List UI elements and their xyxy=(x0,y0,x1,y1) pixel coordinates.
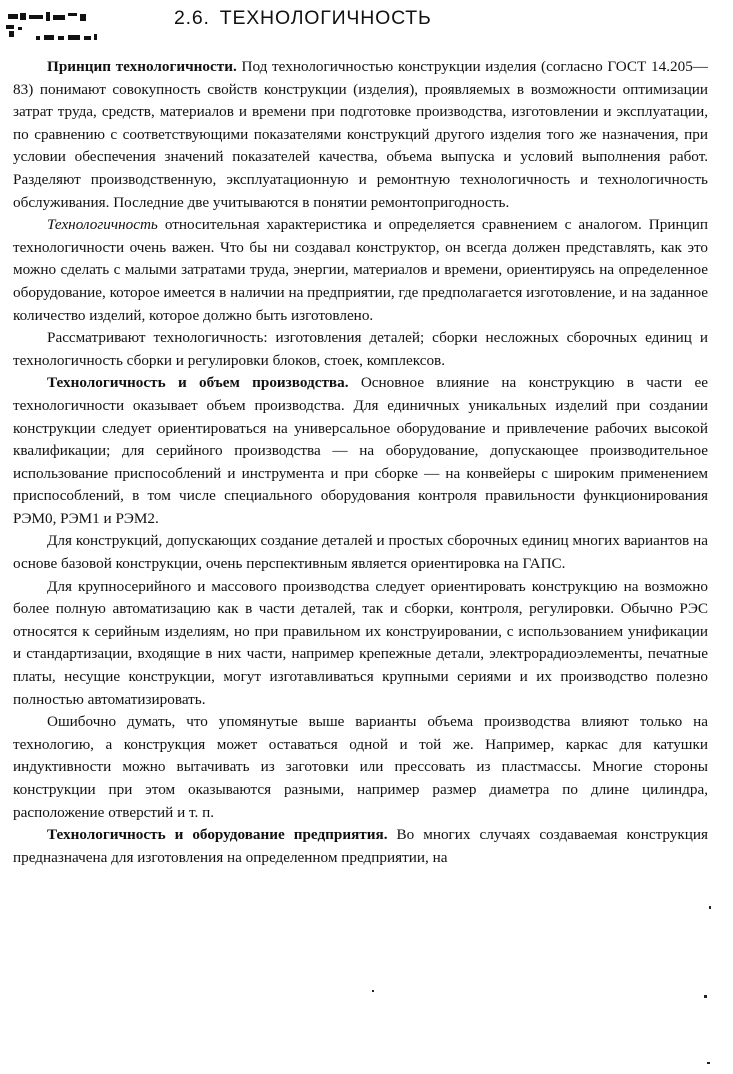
run-text: Во многих случаях создаваемая конструкция предназначена для изготовления на определенном предприятии, на xyxy=(13,826,709,866)
scan-speck xyxy=(709,906,711,909)
paragraph-mistake xyxy=(13,711,708,824)
body-text xyxy=(13,56,708,869)
scan-stamp-mark xyxy=(6,10,98,46)
run-text: Рассматривают технологичность: изготовления деталей; сборки несложных сборочных единиц и технологичность сборки и регулировки блоков, стоек, комплексов. xyxy=(13,329,708,369)
run-text: относительная характеристика и определяется сравнением с аналогом. Принцип технологичности очень важен. Что бы ни создавал конструктор, он всегда должен представлять, как это можно сделать с малыми затратами труда, энергии, материалов и времени, ориентируясь на определенное оборудование, которое имеется в наличии на предприятии, где предполагается изготовление, и на заданное количество изделий, которое должно быть изготовлено. xyxy=(13,216,708,324)
paragraph-gaps xyxy=(13,530,708,575)
run-text: Для крупносерийного и массового производства следует ориентировать конструкцию на возможно более полную автоматизацию как в части деталей, так и сборки, контроля, регулировки. Обычно РЭС относятся к серийным изделиям, но при правильном их конструировании, с использованием унификации и стандартизации, входящие в них части, например крепежные детали, электрорадиоэлементы, печатные платы, несущие конструкции, могут изготавливаться крупными сериями и их производство полезно полностью автоматизировать. xyxy=(13,577,708,708)
run-text: Под технологичностью конструкции изделия (согласно ГОСТ 14.205—83) понимают совокупность свойств конструкции (изделия), проявляемых в возможности оптимизации затрат труда, средств, материалов и времени при подготовке производства, изготовлении и эксплуатации, по сравнению с соответствующими показателями конструкций другого изделия того же назначения, при условии обеспечения значений показателей качества, объема выпуска и условий выполнения работ. Разделяют производственную, эксплуатационную и ремонтную технологичность и технологичность обслуживания. Последние две учитываются в понятии ремонтопригодность. xyxy=(13,58,708,211)
section-title: ТЕХНОЛОГИЧНОСТЬ xyxy=(219,7,432,29)
run-text: Основное влияние на конструкцию в части ее технологичности оказывает объем производства. Для единичных уникальных изделий при создании конструкции следует ориентироваться на универсальное оборудование и привлечение рабочих высокой квалификации; для серийного производства — на оборудование, допускающее производительное использование приспособлений и инструмента и при сборке — на конвейеры с широким применением приспособлений, в том числе специального оборудования контроля правильности функционирования РЭМ0, РЭМ1 и РЭМ2. xyxy=(13,374,708,527)
paragraph-principle xyxy=(13,56,708,214)
scan-speck xyxy=(704,995,707,998)
run-term: Технологичность xyxy=(47,216,158,234)
paragraph-equipment xyxy=(13,824,708,869)
run-heading: Технологичность и оборудование предприятия. xyxy=(47,826,388,844)
section-heading xyxy=(174,7,432,30)
paragraph-consider xyxy=(13,327,708,372)
run-text: Для конструкций, допускающих создание деталей и простых сборочных единиц многих вариантов на основе базовой конструкции, очень перспективным является ориентировка на ГАПС. xyxy=(13,532,708,573)
run-text: Ошибочно думать, что упомянутые выше варианты объема производства влияют только на технологию, а конструкция может оставаться одной и той же. Например, каркас для катушки индуктивности можно вытачивать из заготовки или прессовать из пластмассы. Многие стороны конструкции при этом оказываются разными, например размер диаметра по длине цилиндра, расположение отверстий и т. п. xyxy=(13,713,708,821)
section-number: 2.6. xyxy=(174,7,210,29)
paragraph-volume xyxy=(13,372,708,530)
paragraph-mass xyxy=(13,576,708,712)
run-heading: Технологичность и объем производства. xyxy=(47,374,349,392)
run-heading: Принцип технологичности. xyxy=(47,58,237,75)
scan-speck xyxy=(707,1062,710,1064)
scan-speck xyxy=(372,990,374,992)
paragraph-relative xyxy=(13,214,708,327)
